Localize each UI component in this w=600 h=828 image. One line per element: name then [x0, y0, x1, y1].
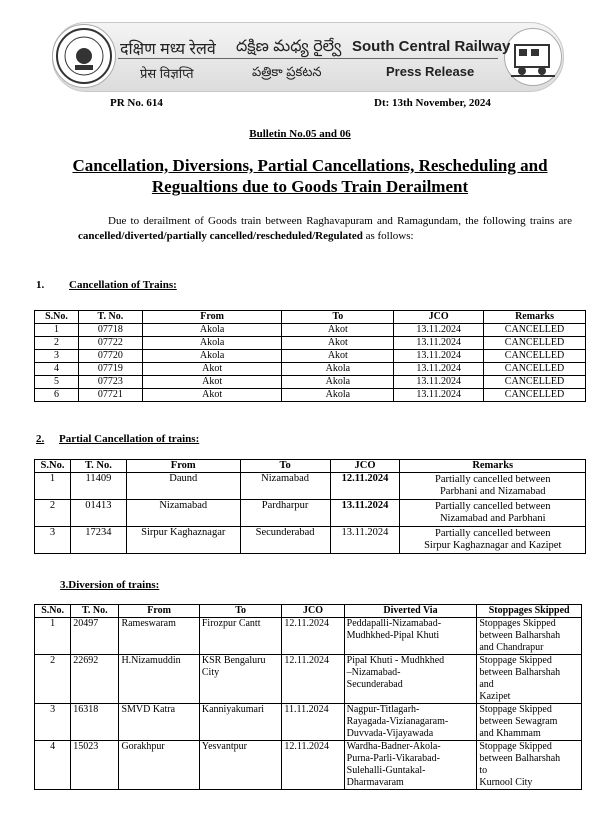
cell-jco: 13.11.2024 — [330, 500, 400, 527]
cell-stoppages-skipped — [477, 741, 582, 790]
via-line: Purna-Parli-Vikarabad- — [346, 753, 440, 764]
cell-diverted-via — [344, 618, 477, 655]
table-row — [35, 618, 582, 655]
remarks-line-1: Partially cancelled between — [435, 474, 551, 485]
cell-diverted-via — [344, 704, 477, 741]
section-3-title: 3.Diversion of trains: — [60, 579, 160, 591]
cell-to: Akola — [282, 389, 394, 402]
skip-line: Stoppage Skipped — [479, 704, 552, 715]
cancellation-table — [34, 310, 586, 402]
indian-railways-logo — [52, 24, 116, 88]
cell-tno: 07719 — [78, 363, 142, 376]
intro-text-1: Due to derailment of Goods train between Raghavapuram and Ramagundam, the following trains are — [108, 215, 572, 227]
cell-to: Akot — [282, 350, 394, 363]
remarks-line-2: Sirpur Kaghaznagar and Kazipet — [424, 540, 562, 551]
english-press-release: Press Release — [386, 64, 475, 79]
table-header-row — [35, 460, 586, 473]
cell-jco: 13.11.2024 — [330, 527, 400, 554]
skip-line: between Balharshah — [479, 630, 561, 641]
cell-jco: 13.11.2024 — [394, 376, 484, 389]
cell-from: Akot — [142, 363, 282, 376]
section-2-heading — [36, 433, 199, 445]
cell-stoppages-skipped — [477, 704, 582, 741]
table-row — [35, 655, 582, 704]
header-from: From — [126, 460, 240, 473]
via-line: Nagpur-Titlagarh- — [346, 704, 420, 715]
skip-line: Stoppages Skipped — [479, 618, 556, 629]
cell-to: Akola — [282, 376, 394, 389]
cell-from: Akot — [142, 389, 282, 402]
section-2-number: 2. — [36, 433, 45, 445]
remarks-line-1: Partially cancelled between — [435, 528, 551, 539]
via-line: Dharmavaram — [346, 777, 404, 788]
via-line: –Nizamabad- — [346, 667, 401, 678]
header-jco: JCO — [330, 460, 400, 473]
cell-from: Daund — [126, 473, 240, 500]
cell-remarks — [400, 473, 586, 500]
cell-from: Gorakhpur — [119, 741, 199, 790]
via-line: Rayagada-Vizianagaram- — [346, 716, 449, 727]
skip-line: Stoppage Skipped — [479, 655, 552, 666]
skip-line: and — [479, 679, 494, 690]
skip-line: Kurnool City — [479, 777, 533, 788]
table-row — [35, 376, 586, 389]
table-header-row — [35, 605, 582, 618]
header-sno: S.No. — [35, 605, 71, 618]
skip-line: and Khammam — [479, 728, 541, 739]
cell-sno: 6 — [35, 389, 79, 402]
title-line-2: Regualtions due to Goods Train Derailment — [151, 177, 469, 196]
cell-jco: 13.11.2024 — [394, 363, 484, 376]
cell-sno: 4 — [35, 363, 79, 376]
cell-tno: 07722 — [78, 337, 142, 350]
table-row — [35, 500, 586, 527]
via-line: Duvvada-Vijayawada — [346, 728, 434, 739]
header-diverted-via: Diverted Via — [344, 605, 477, 618]
cell-sno: 2 — [35, 655, 71, 704]
cell-to: KSR Bengaluru City — [199, 655, 281, 704]
cell-to: Yesvantpur — [199, 741, 281, 790]
skip-line: between Sewagram — [479, 716, 558, 727]
skip-line: to — [479, 765, 488, 776]
section-1-title: Cancellation of Trains: — [69, 279, 177, 291]
cell-tno: 16318 — [71, 704, 119, 741]
header-to: To — [240, 460, 330, 473]
title-line-1: Cancellation, Diversions, Partial Cancellations, Rescheduling and — [72, 156, 548, 175]
cell-jco: 12.11.2024 — [282, 618, 344, 655]
via-line: Mudhkhed-Pipal Khuti — [346, 630, 440, 641]
cell-to: Kanniyakumari — [199, 704, 281, 741]
pr-number: PR No. 614 — [110, 97, 163, 109]
cell-from: Akola — [142, 350, 282, 363]
table-row — [35, 337, 586, 350]
cell-tno: 07718 — [78, 324, 142, 337]
cell-sno: 5 — [35, 376, 79, 389]
via-line: Peddapalli-Nizamabad- — [346, 618, 442, 629]
cell-sno: 2 — [35, 337, 79, 350]
intro-paragraph — [78, 214, 572, 244]
cell-jco: 12.11.2024 — [282, 655, 344, 704]
cell-to: Nizamabad — [240, 473, 330, 500]
cell-tno: 11409 — [70, 473, 126, 500]
cell-remarks: CANCELLED — [484, 337, 586, 350]
hindi-press-release: प्रेस विज्ञप्ति — [140, 66, 194, 81]
header-to: To — [199, 605, 281, 618]
table-row — [35, 350, 586, 363]
header-tno: T. No. — [78, 311, 142, 324]
cell-tno: 17234 — [70, 527, 126, 554]
header-from: From — [142, 311, 282, 324]
skip-line: between Balharshah — [479, 667, 561, 678]
header-remarks: Remarks — [400, 460, 586, 473]
via-line: Pipal Khuti - Mudhkhed — [346, 655, 445, 666]
section-2-title: Partial Cancellation of trains: — [59, 433, 200, 445]
cell-remarks: CANCELLED — [484, 389, 586, 402]
intro-bold: cancelled/diverted/partially cancelled/rescheduled/Regulated — [78, 230, 363, 242]
cell-sno: 1 — [35, 324, 79, 337]
telugu-railway-name: దక్షిణ మధ్య రైల్వే — [236, 38, 342, 55]
indian-railways-emblem-icon — [53, 25, 115, 87]
cell-jco: 13.11.2024 — [394, 337, 484, 350]
intro-text-2: as follows: — [362, 230, 414, 242]
table-row — [35, 741, 582, 790]
cell-jco: 13.11.2024 — [394, 389, 484, 402]
page-title — [40, 155, 580, 197]
section-1-heading — [36, 279, 177, 291]
header-stoppages-skipped: Stoppages Skipped — [477, 605, 582, 618]
partial-cancellation-table — [34, 459, 586, 554]
skip-line: and Chandrapur — [479, 642, 544, 653]
cell-sno: 2 — [35, 500, 71, 527]
header-tno: T. No. — [71, 605, 119, 618]
cell-from: Sirpur Kaghaznagar — [126, 527, 240, 554]
cell-tno: 22692 — [71, 655, 119, 704]
cell-diverted-via — [344, 655, 477, 704]
bulletin-number: Bulletin No.05 and 06 — [249, 128, 351, 140]
remarks-line-1: Partially cancelled between — [435, 501, 551, 512]
release-date: Dt: 13th November, 2024 — [374, 97, 491, 109]
header-tno: T. No. — [70, 460, 126, 473]
cell-remarks — [400, 500, 586, 527]
cell-to: Akot — [282, 324, 394, 337]
cell-sno: 3 — [35, 350, 79, 363]
cell-from: Nizamabad — [126, 500, 240, 527]
hindi-railway-name: दक्षिण मध्य रेलवे — [120, 41, 216, 58]
cell-tno: 01413 — [70, 500, 126, 527]
cell-tno: 07721 — [78, 389, 142, 402]
cell-remarks: CANCELLED — [484, 376, 586, 389]
skip-line: Stoppage Skipped — [479, 741, 552, 752]
via-line: Wardha-Badner-Akola- — [346, 741, 441, 752]
cell-to: Firozpur Cantt — [199, 618, 281, 655]
cell-to: Pardharpur — [240, 500, 330, 527]
header-jco: JCO — [282, 605, 344, 618]
train-logo — [504, 28, 562, 86]
cell-from: SMVD Katra — [119, 704, 199, 741]
table-row — [35, 324, 586, 337]
header-remarks: Remarks — [484, 311, 586, 324]
cell-sno: 4 — [35, 741, 71, 790]
header-sno: S.No. — [35, 460, 71, 473]
cell-from: Akot — [142, 376, 282, 389]
via-line: Sulehalli-Guntakal- — [346, 765, 426, 776]
cell-tno: 15023 — [71, 741, 119, 790]
table-header-row — [35, 311, 586, 324]
skip-line: Kazipet — [479, 691, 511, 702]
cell-jco: 13.11.2024 — [394, 350, 484, 363]
remarks-line-2: Nizamabad and Parbhani — [439, 513, 546, 524]
cell-to: Secunderabad — [240, 527, 330, 554]
cell-tno: 20497 — [71, 618, 119, 655]
cell-from: Akola — [142, 337, 282, 350]
cell-sno: 3 — [35, 704, 71, 741]
cell-remarks: CANCELLED — [484, 363, 586, 376]
table-row — [35, 389, 586, 402]
diversion-table — [34, 604, 582, 790]
section-3-heading — [60, 579, 159, 591]
cell-sno: 3 — [35, 527, 71, 554]
cell-from: H.Nizamuddin — [119, 655, 199, 704]
cell-remarks: CANCELLED — [484, 350, 586, 363]
header-from: From — [119, 605, 199, 618]
telugu-press-release: పత్రికా ప్రకటన — [252, 64, 322, 79]
cell-from: Rameswaram — [119, 618, 199, 655]
cell-jco: 12.11.2024 — [330, 473, 400, 500]
english-railway-name: South Central Railway — [352, 38, 511, 55]
cell-tno: 07720 — [78, 350, 142, 363]
cell-jco: 11.11.2024 — [282, 704, 344, 741]
cell-to: Akot — [282, 337, 394, 350]
via-line: Secunderabad — [346, 679, 403, 690]
cell-to: Akola — [282, 363, 394, 376]
table-row — [35, 704, 582, 741]
cell-stoppages-skipped — [477, 655, 582, 704]
cell-sno: 1 — [35, 473, 71, 500]
cell-diverted-via — [344, 741, 477, 790]
header-divider — [118, 58, 498, 59]
cell-jco: 13.11.2024 — [394, 324, 484, 337]
cell-jco: 12.11.2024 — [282, 741, 344, 790]
header-to: To — [282, 311, 394, 324]
cell-tno: 07723 — [78, 376, 142, 389]
section-1-number: 1. — [36, 279, 45, 291]
table-row — [35, 473, 586, 500]
cell-remarks: CANCELLED — [484, 324, 586, 337]
skip-line: between Balharshah — [479, 753, 561, 764]
cell-sno: 1 — [35, 618, 71, 655]
table-row — [35, 363, 586, 376]
cell-from: Akola — [142, 324, 282, 337]
remarks-line-2: Parbhani and Nizamabad — [439, 486, 546, 497]
header-jco: JCO — [394, 311, 484, 324]
cell-stoppages-skipped — [477, 618, 582, 655]
train-icon — [505, 29, 561, 85]
cell-remarks — [400, 527, 586, 554]
header-sno: S.No. — [35, 311, 79, 324]
table-row — [35, 527, 586, 554]
